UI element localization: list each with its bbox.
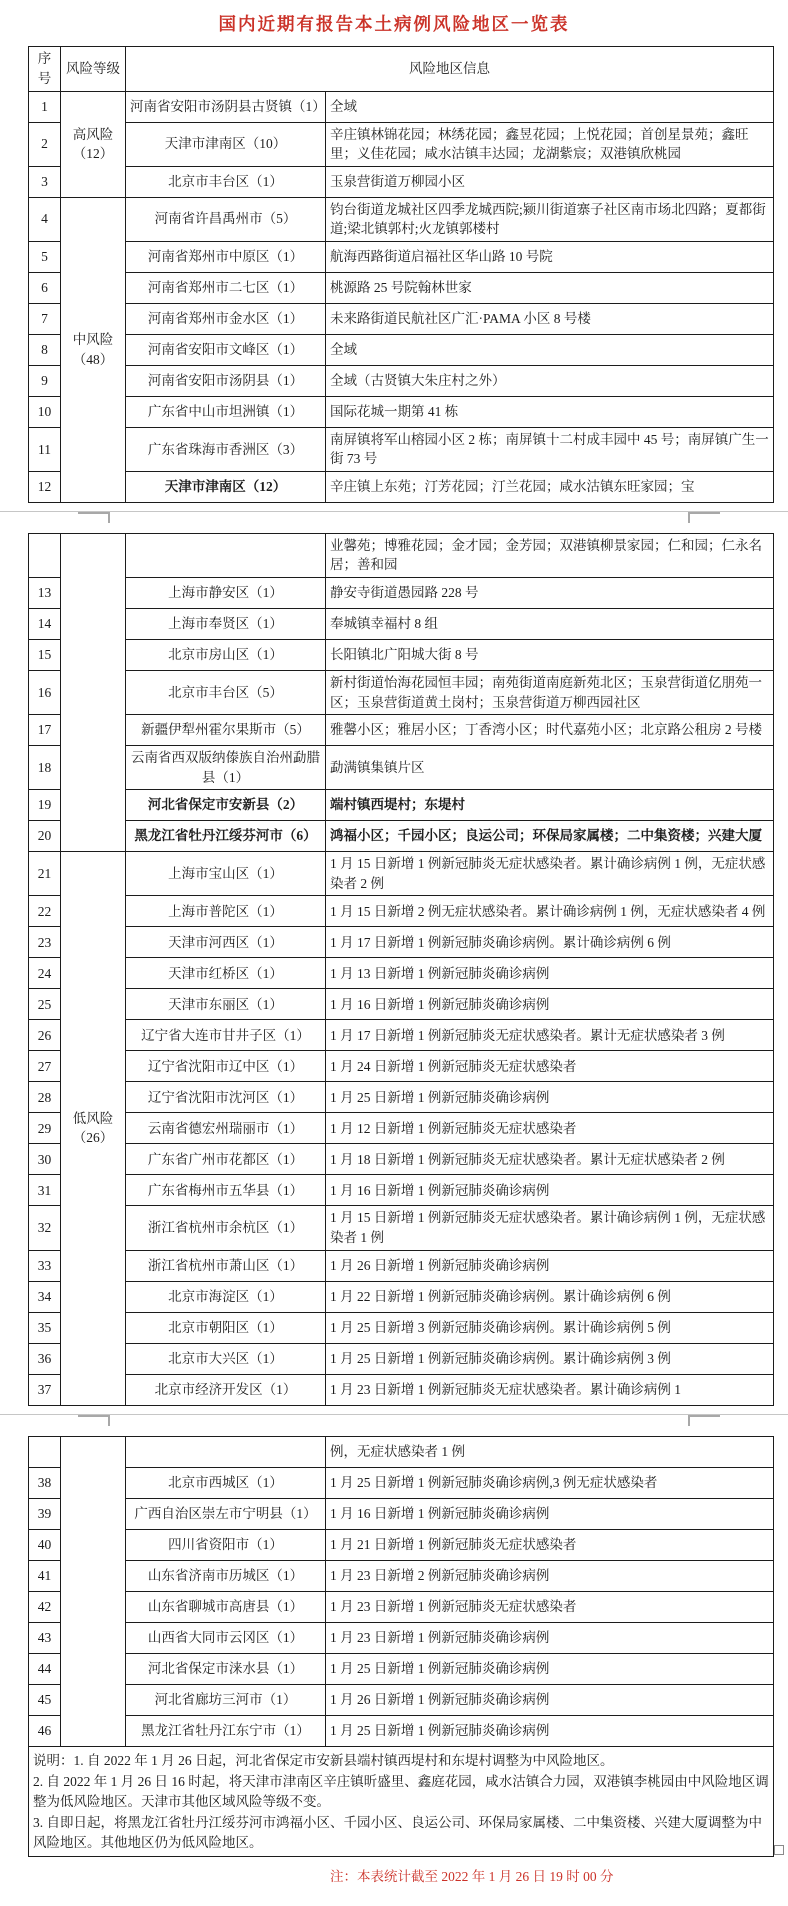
table-row bbox=[29, 1051, 774, 1082]
table-row bbox=[29, 927, 774, 958]
seq-cell: 27 bbox=[29, 1051, 61, 1082]
seq-cell: 20 bbox=[29, 821, 61, 852]
table-row bbox=[29, 821, 774, 852]
table-row bbox=[29, 989, 774, 1020]
note-line: 3. 自即日起，将黑龙江省牡丹江绥芬河市鸿福小区、千园小区、良运公司、环保局家属楼、二中集资楼、兴建大厦调整为中风险地区。其他地区仍为低风险地区。 bbox=[33, 1815, 762, 1850]
table-row bbox=[29, 896, 774, 927]
region-cell: 天津市河西区（1） bbox=[126, 927, 326, 958]
info-cell: 1 月 12 日新增 1 例新冠肺炎无症状感染者 bbox=[326, 1113, 774, 1144]
region-cell: 河南省许昌禹州市（5） bbox=[126, 197, 326, 241]
page-break-divider bbox=[0, 503, 788, 533]
table-row bbox=[29, 852, 774, 896]
region-cell: 上海市普陀区（1） bbox=[126, 896, 326, 927]
seq-cell: 37 bbox=[29, 1374, 61, 1405]
region-cell: 上海市奉贤区（1） bbox=[126, 609, 326, 640]
seq-cell: 39 bbox=[29, 1498, 61, 1529]
info-cell: 奉城镇幸福村 8 组 bbox=[326, 609, 774, 640]
seq-cell: 32 bbox=[29, 1206, 61, 1250]
seq-cell: 46 bbox=[29, 1715, 61, 1746]
region-cell: 浙江省杭州市余杭区（1） bbox=[126, 1206, 326, 1250]
region-cell: 浙江省杭州市萧山区（1） bbox=[126, 1250, 326, 1281]
seq-cell: 41 bbox=[29, 1560, 61, 1591]
region-cell: 北京市海淀区（1） bbox=[126, 1281, 326, 1312]
table-row bbox=[29, 1082, 774, 1113]
table-row bbox=[29, 1467, 774, 1498]
table-row bbox=[29, 1591, 774, 1622]
region-cell: 黑龙江省牡丹江东宁市（1） bbox=[126, 1715, 326, 1746]
region-cell: 天津市津南区（10） bbox=[126, 122, 326, 166]
info-cell: 1 月 26 日新增 1 例新冠肺炎确诊病例 bbox=[326, 1250, 774, 1281]
risk-level-cell: 高风险（12） bbox=[61, 91, 126, 197]
seq-cell: 19 bbox=[29, 790, 61, 821]
info-cell: 辛庄镇林锦花园；林绣花园；鑫昱花园；上悦花园；首创星景苑；鑫旺里；义佳花园；咸水沽镇丰达园；龙湖紫宸；双港镇欣桃园 bbox=[326, 122, 774, 166]
risk-level-cell: 中风险（48） bbox=[61, 197, 126, 502]
seq-cell: 7 bbox=[29, 303, 61, 334]
region-cell: 北京市朝阳区（1） bbox=[126, 1312, 326, 1343]
document-page bbox=[0, 12, 788, 1887]
seq-cell: 43 bbox=[29, 1622, 61, 1653]
seq-cell: 6 bbox=[29, 272, 61, 303]
seq-cell: 44 bbox=[29, 1653, 61, 1684]
page-break-mark-right bbox=[688, 1415, 720, 1426]
seq-cell: 28 bbox=[29, 1082, 61, 1113]
table-row bbox=[29, 1653, 774, 1684]
info-cell: 桃源路 25 号院翰林世家 bbox=[326, 272, 774, 303]
info-cell: 长阳镇北广阳城大街 8 号 bbox=[326, 640, 774, 671]
region-cell: 山东省聊城市高唐县（1） bbox=[126, 1591, 326, 1622]
seq-cell: 24 bbox=[29, 958, 61, 989]
risk-area-table bbox=[28, 46, 774, 503]
seq-cell: 17 bbox=[29, 715, 61, 746]
seq-cell: 22 bbox=[29, 896, 61, 927]
table-row bbox=[29, 1144, 774, 1175]
region-cell: 山东省济南市历城区（1） bbox=[126, 1560, 326, 1591]
info-cell: 端村镇西堤村；东堤村 bbox=[326, 790, 774, 821]
info-cell: 1 月 26 日新增 1 例新冠肺炎确诊病例 bbox=[326, 1684, 774, 1715]
seq-cell: 36 bbox=[29, 1343, 61, 1374]
note-line: 说明：1. 自 2022 年 1 月 26 日起，河北省保定市安新县端村镇西堤村和东堤村调整为中风险地区。 bbox=[33, 1752, 614, 1768]
table-row bbox=[29, 303, 774, 334]
region-cell bbox=[126, 1436, 326, 1467]
table-row bbox=[29, 166, 774, 197]
region-cell: 四川省资阳市（1） bbox=[126, 1529, 326, 1560]
seq-cell: 26 bbox=[29, 1020, 61, 1051]
seq-cell: 30 bbox=[29, 1144, 61, 1175]
region-cell: 北京市大兴区（1） bbox=[126, 1343, 326, 1374]
region-cell: 辽宁省大连市甘井子区（1） bbox=[126, 1020, 326, 1051]
table-row bbox=[29, 396, 774, 427]
table-row bbox=[29, 746, 774, 790]
table-row bbox=[29, 1560, 774, 1591]
region-cell: 河南省郑州市二七区（1） bbox=[126, 272, 326, 303]
risk-level-cell: 低风险（26） bbox=[61, 852, 126, 1405]
seq-cell: 10 bbox=[29, 396, 61, 427]
region-cell: 天津市津南区（12） bbox=[126, 471, 326, 502]
table-row bbox=[29, 427, 774, 471]
notes-row bbox=[29, 1746, 774, 1857]
table-row bbox=[29, 122, 774, 166]
seq-cell: 33 bbox=[29, 1250, 61, 1281]
region-cell: 广东省广州市花都区（1） bbox=[126, 1144, 326, 1175]
region-cell: 河北省保定市涞水县（1） bbox=[126, 1653, 326, 1684]
region-cell: 北京市丰台区（5） bbox=[126, 671, 326, 715]
table-row bbox=[29, 197, 774, 241]
info-cell: 1 月 22 日新增 1 例新冠肺炎确诊病例。累计确诊病例 6 例 bbox=[326, 1281, 774, 1312]
info-cell: 1 月 23 日新增 2 例新冠肺炎确诊病例 bbox=[326, 1560, 774, 1591]
region-cell: 北京市西城区（1） bbox=[126, 1467, 326, 1498]
continuation-row bbox=[29, 1436, 774, 1467]
info-cell: 1 月 17 日新增 1 例新冠肺炎确诊病例。累计确诊病例 6 例 bbox=[326, 927, 774, 958]
seq-cell: 11 bbox=[29, 427, 61, 471]
region-cell: 上海市宝山区（1） bbox=[126, 852, 326, 896]
seq-cell bbox=[29, 533, 61, 577]
table-row bbox=[29, 1206, 774, 1250]
continuation-row bbox=[29, 533, 774, 577]
info-cell: 1 月 16 日新增 1 例新冠肺炎确诊病例 bbox=[326, 989, 774, 1020]
page-break-line bbox=[0, 1414, 788, 1415]
region-cell: 河南省郑州市中原区（1） bbox=[126, 241, 326, 272]
table-row bbox=[29, 272, 774, 303]
info-cell: 航海西路街道启福社区华山路 10 号院 bbox=[326, 241, 774, 272]
table-row bbox=[29, 1113, 774, 1144]
info-cell: 国际花城一期第 41 栋 bbox=[326, 396, 774, 427]
region-cell: 广东省珠海市香洲区（3） bbox=[126, 427, 326, 471]
region-cell: 黑龙江省牡丹江绥芬河市（6） bbox=[126, 821, 326, 852]
page-break-mark-left bbox=[78, 512, 110, 523]
region-cell: 广东省梅州市五华县（1） bbox=[126, 1175, 326, 1206]
seq-cell: 45 bbox=[29, 1684, 61, 1715]
seq-cell: 40 bbox=[29, 1529, 61, 1560]
table-row bbox=[29, 1281, 774, 1312]
region-cell: 辽宁省沈阳市沈河区（1） bbox=[126, 1082, 326, 1113]
seq-cell: 4 bbox=[29, 197, 61, 241]
table-segments bbox=[0, 46, 788, 1857]
region-cell: 河南省安阳市汤阴县（1） bbox=[126, 365, 326, 396]
risk-level-cell bbox=[61, 533, 126, 851]
info-cell: 全域 bbox=[326, 334, 774, 365]
info-cell: 1 月 25 日新增 1 例新冠肺炎确诊病例。累计确诊病例 3 例 bbox=[326, 1343, 774, 1374]
info-cell: 钧台街道龙城社区四季龙城西院;颍川街道寨子社区南市场北四路；夏都街道;梁北镇郭村;火龙镇郭楼村 bbox=[326, 197, 774, 241]
table-row bbox=[29, 715, 774, 746]
region-cell: 山西省大同市云冈区（1） bbox=[126, 1622, 326, 1653]
seq-cell: 13 bbox=[29, 578, 61, 609]
seq-cell: 16 bbox=[29, 671, 61, 715]
region-cell: 河北省廊坊三河市（1） bbox=[126, 1684, 326, 1715]
seq-cell: 1 bbox=[29, 91, 61, 122]
info-cell: 1 月 25 日新增 3 例新冠肺炎确诊病例。累计确诊病例 5 例 bbox=[326, 1312, 774, 1343]
info-cell: 雅馨小区；雅居小区；丁香湾小区；时代嘉苑小区；北京路公租房 2 号楼 bbox=[326, 715, 774, 746]
anchor-square bbox=[774, 1845, 784, 1855]
region-cell: 云南省德宏州瑞丽市（1） bbox=[126, 1113, 326, 1144]
region-cell: 北京市丰台区（1） bbox=[126, 166, 326, 197]
info-cell: 全域（古贤镇大朱庄村之外） bbox=[326, 365, 774, 396]
seq-cell: 8 bbox=[29, 334, 61, 365]
info-cell: 1 月 13 日新增 1 例新冠肺炎确诊病例 bbox=[326, 958, 774, 989]
table-row bbox=[29, 1020, 774, 1051]
info-cell: 勐满镇集镇片区 bbox=[326, 746, 774, 790]
region-cell: 新疆伊犁州霍尔果斯市（5） bbox=[126, 715, 326, 746]
table-row bbox=[29, 1312, 774, 1343]
seq-cell: 3 bbox=[29, 166, 61, 197]
seq-cell: 2 bbox=[29, 122, 61, 166]
region-cell: 北京市经济开发区（1） bbox=[126, 1374, 326, 1405]
info-cell: 1 月 16 日新增 1 例新冠肺炎确诊病例 bbox=[326, 1498, 774, 1529]
info-cell: 南屏镇将军山榕园小区 2 栋；南屏镇十二村成丰园中 45 号；南屏镇广生一街 73 号 bbox=[326, 427, 774, 471]
table-row bbox=[29, 640, 774, 671]
region-cell: 北京市房山区（1） bbox=[126, 640, 326, 671]
header-risk-info: 风险地区信息 bbox=[126, 47, 774, 91]
region-cell: 广西自治区崇左市宁明县（1） bbox=[126, 1498, 326, 1529]
region-cell: 河北省保定市安新县（2） bbox=[126, 790, 326, 821]
info-cell: 1 月 25 日新增 1 例新冠肺炎确诊病例 bbox=[326, 1653, 774, 1684]
seq-cell: 23 bbox=[29, 927, 61, 958]
info-cell: 1 月 17 日新增 1 例新冠肺炎无症状感染者。累计无症状感染者 3 例 bbox=[326, 1020, 774, 1051]
table-row bbox=[29, 91, 774, 122]
table-row bbox=[29, 241, 774, 272]
notes-cell bbox=[29, 1746, 774, 1857]
region-cell: 辽宁省沈阳市辽中区（1） bbox=[126, 1051, 326, 1082]
info-cell: 未来路街道民航社区广汇·PAMA 小区 8 号楼 bbox=[326, 303, 774, 334]
region-cell: 上海市静安区（1） bbox=[126, 578, 326, 609]
seq-cell: 35 bbox=[29, 1312, 61, 1343]
seq-cell: 29 bbox=[29, 1113, 61, 1144]
info-cell: 1 月 23 日新增 1 例新冠肺炎无症状感染者 bbox=[326, 1591, 774, 1622]
region-cell: 河南省安阳市汤阴县古贤镇（1） bbox=[126, 91, 326, 122]
note-line: 2. 自 2022 年 1 月 26 日 16 时起，将天津市津南区辛庄镇昕盛里、鑫庭花园，咸水沽镇合力园，双港镇李桃园由中风险地区调整为低风险地区。天津市其他区域风险等级不变。 bbox=[33, 1774, 769, 1809]
seq-cell: 38 bbox=[29, 1467, 61, 1498]
info-cell: 1 月 24 日新增 1 例新冠肺炎无症状感染者 bbox=[326, 1051, 774, 1082]
region-cell: 云南省西双版纳傣族自治州勐腊县（1） bbox=[126, 746, 326, 790]
risk-area-table bbox=[28, 1436, 774, 1858]
info-cell: 辛庄镇上东苑；汀芳花园；汀兰花园；咸水沽镇东旺家园；宝 bbox=[326, 471, 774, 502]
page-break-mark-left bbox=[78, 1415, 110, 1426]
table-row bbox=[29, 1343, 774, 1374]
table-row bbox=[29, 1374, 774, 1405]
table-row bbox=[29, 958, 774, 989]
table-row bbox=[29, 609, 774, 640]
seq-cell: 21 bbox=[29, 852, 61, 896]
region-cell: 河南省郑州市金水区（1） bbox=[126, 303, 326, 334]
table-row bbox=[29, 1250, 774, 1281]
region-cell: 河南省安阳市文峰区（1） bbox=[126, 334, 326, 365]
table-row bbox=[29, 471, 774, 502]
seq-cell: 25 bbox=[29, 989, 61, 1020]
table-row bbox=[29, 334, 774, 365]
table-row bbox=[29, 790, 774, 821]
table-row bbox=[29, 578, 774, 609]
seq-cell: 34 bbox=[29, 1281, 61, 1312]
page-break-mark-right bbox=[688, 512, 720, 523]
table-row bbox=[29, 365, 774, 396]
table-row bbox=[29, 1498, 774, 1529]
header-row bbox=[29, 47, 774, 91]
table-row bbox=[29, 1684, 774, 1715]
seq-cell: 42 bbox=[29, 1591, 61, 1622]
table-row bbox=[29, 1175, 774, 1206]
info-cell: 1 月 25 日新增 1 例新冠肺炎确诊病例,3 例无症状感染者 bbox=[326, 1467, 774, 1498]
seq-cell: 12 bbox=[29, 471, 61, 502]
table-row bbox=[29, 1529, 774, 1560]
table-row bbox=[29, 671, 774, 715]
risk-level-cell bbox=[61, 1436, 126, 1746]
document-title: 国内近期有报告本土病例风险地区一览表 bbox=[218, 14, 570, 34]
info-cell: 新村街道怡海花园恒丰园；南苑街道南庭新苑北区；玉泉营街道亿朋苑一区；玉泉营街道黄土岗村；玉泉营街道万柳西园社区 bbox=[326, 671, 774, 715]
table-row bbox=[29, 1715, 774, 1746]
table-row bbox=[29, 1622, 774, 1653]
info-cell: 1 月 15 日新增 2 例无症状感染者。累计确诊病例 1 例，无症状感染者 4 例 bbox=[326, 896, 774, 927]
info-cell: 鸿福小区；千园小区；良运公司；环保局家属楼；二中集资楼；兴建大厦 bbox=[326, 821, 774, 852]
region-cell: 天津市东丽区（1） bbox=[126, 989, 326, 1020]
info-cell: 1 月 16 日新增 1 例新冠肺炎确诊病例 bbox=[326, 1175, 774, 1206]
info-cell: 静安寺街道愚园路 228 号 bbox=[326, 578, 774, 609]
info-cell: 1 月 23 日新增 1 例新冠肺炎无症状感染者。累计确诊病例 1 bbox=[326, 1374, 774, 1405]
info-cell: 1 月 23 日新增 1 例新冠肺炎确诊病例 bbox=[326, 1622, 774, 1653]
info-cell: 玉泉营街道万柳园小区 bbox=[326, 166, 774, 197]
seq-cell: 15 bbox=[29, 640, 61, 671]
seq-cell: 9 bbox=[29, 365, 61, 396]
footer-note: 注：本表统计截至 2022 年 1 月 26 日 19 时 00 分 bbox=[330, 1869, 614, 1885]
seq-cell: 14 bbox=[29, 609, 61, 640]
info-cell: 1 月 21 日新增 1 例新冠肺炎无症状感染者 bbox=[326, 1529, 774, 1560]
seq-cell bbox=[29, 1436, 61, 1467]
info-cell: 1 月 25 日新增 1 例新冠肺炎确诊病例 bbox=[326, 1715, 774, 1746]
page-break-divider bbox=[0, 1406, 788, 1436]
info-cell: 1 月 25 日新增 1 例新冠肺炎确诊病例 bbox=[326, 1082, 774, 1113]
info-cell: 例，无症状感染者 1 例 bbox=[326, 1436, 774, 1467]
info-cell: 全域 bbox=[326, 91, 774, 122]
seq-cell: 5 bbox=[29, 241, 61, 272]
risk-area-table bbox=[28, 533, 774, 1406]
region-cell bbox=[126, 533, 326, 577]
info-cell: 1 月 15 日新增 1 例新冠肺炎无症状感染者。累计确诊病例 1 例，无症状感染者 2 例 bbox=[326, 852, 774, 896]
seq-cell: 31 bbox=[29, 1175, 61, 1206]
info-cell: 1 月 15 日新增 1 例新冠肺炎无症状感染者。累计确诊病例 1 例，无症状感染者 1 例 bbox=[326, 1206, 774, 1250]
info-cell: 业馨苑；博雅花园；金才园；金芳园；双港镇柳景家园；仁和园；仁永名居；善和园 bbox=[326, 533, 774, 577]
info-cell: 1 月 18 日新增 1 例新冠肺炎无症状感染者。累计无症状感染者 2 例 bbox=[326, 1144, 774, 1175]
region-cell: 天津市红桥区（1） bbox=[126, 958, 326, 989]
page-break-line bbox=[0, 511, 788, 512]
header-seq: 序号 bbox=[29, 47, 61, 91]
region-cell: 广东省中山市坦洲镇（1） bbox=[126, 396, 326, 427]
header-risk-level: 风险等级 bbox=[61, 47, 126, 91]
seq-cell: 18 bbox=[29, 746, 61, 790]
